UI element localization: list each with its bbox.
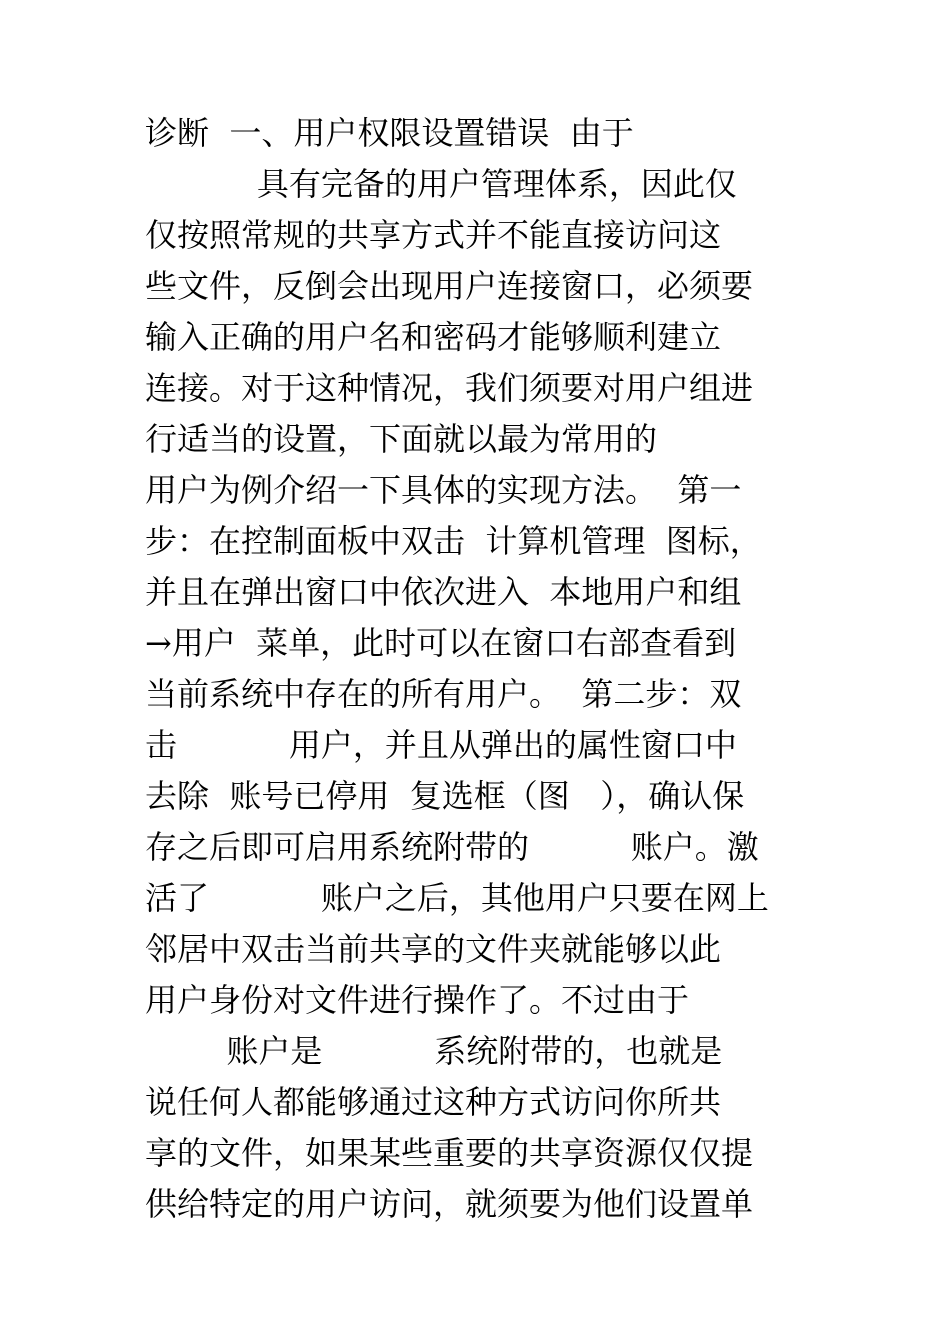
text-line: 行适当的设置，下面就以最为常用的: [145, 420, 658, 458]
text-line: 仅按照常规的共享方式并不能直接访问这: [145, 216, 722, 254]
text-line: 具有完备的用户管理体系，因此仅: [145, 165, 737, 203]
text-line: 当前系统中存在的所有用户。 第二步：双: [145, 675, 742, 713]
text-line: 存之后即可启用系统附带的 账户。激: [145, 828, 759, 866]
text-line: 输入正确的用户名和密码才能够顺利建立: [145, 318, 722, 356]
text-line: 些文件，反倒会出现用户连接窗口，必须要: [145, 267, 754, 305]
text-line: 诊断 一、用户权限设置错误 由于: [145, 114, 634, 152]
body-text: [145, 108, 815, 1230]
text-line: 去除 账号已停用 复选框（图 ），确认保: [145, 777, 745, 815]
text-line: 连接。对于这种情况，我们须要对用户组进: [145, 369, 754, 407]
text-line: 用户身份对文件进行操作了。不过由于: [145, 981, 690, 1019]
text-line: 说任何人都能够通过这种方式访问你所共: [145, 1083, 722, 1121]
text-line: 击 用户，并且从弹出的属性窗口中: [145, 726, 737, 764]
text-line: 供给特定的用户访问，就须要为他们设置单: [145, 1185, 754, 1223]
text-line: 并且在弹出窗口中依次进入 本地用户和组: [145, 573, 742, 611]
text-line: 邻居中双击当前共享的文件夹就能够以此: [145, 930, 722, 968]
text-line: 享的文件，如果某些重要的共享资源仅仅提: [145, 1134, 754, 1172]
text-line: 活了 账户之后，其他用户只要在网上: [145, 879, 769, 917]
text-line: 步：在控制面板中双击 计算机管理 图标，: [145, 522, 762, 560]
text-line: →用户 菜单，此时可以在窗口右部查看到: [145, 624, 737, 662]
text-line: 用户为例介绍一下具体的实现方法。 第一: [145, 471, 742, 509]
text-line: 账户是 系统附带的，也就是: [145, 1032, 723, 1070]
